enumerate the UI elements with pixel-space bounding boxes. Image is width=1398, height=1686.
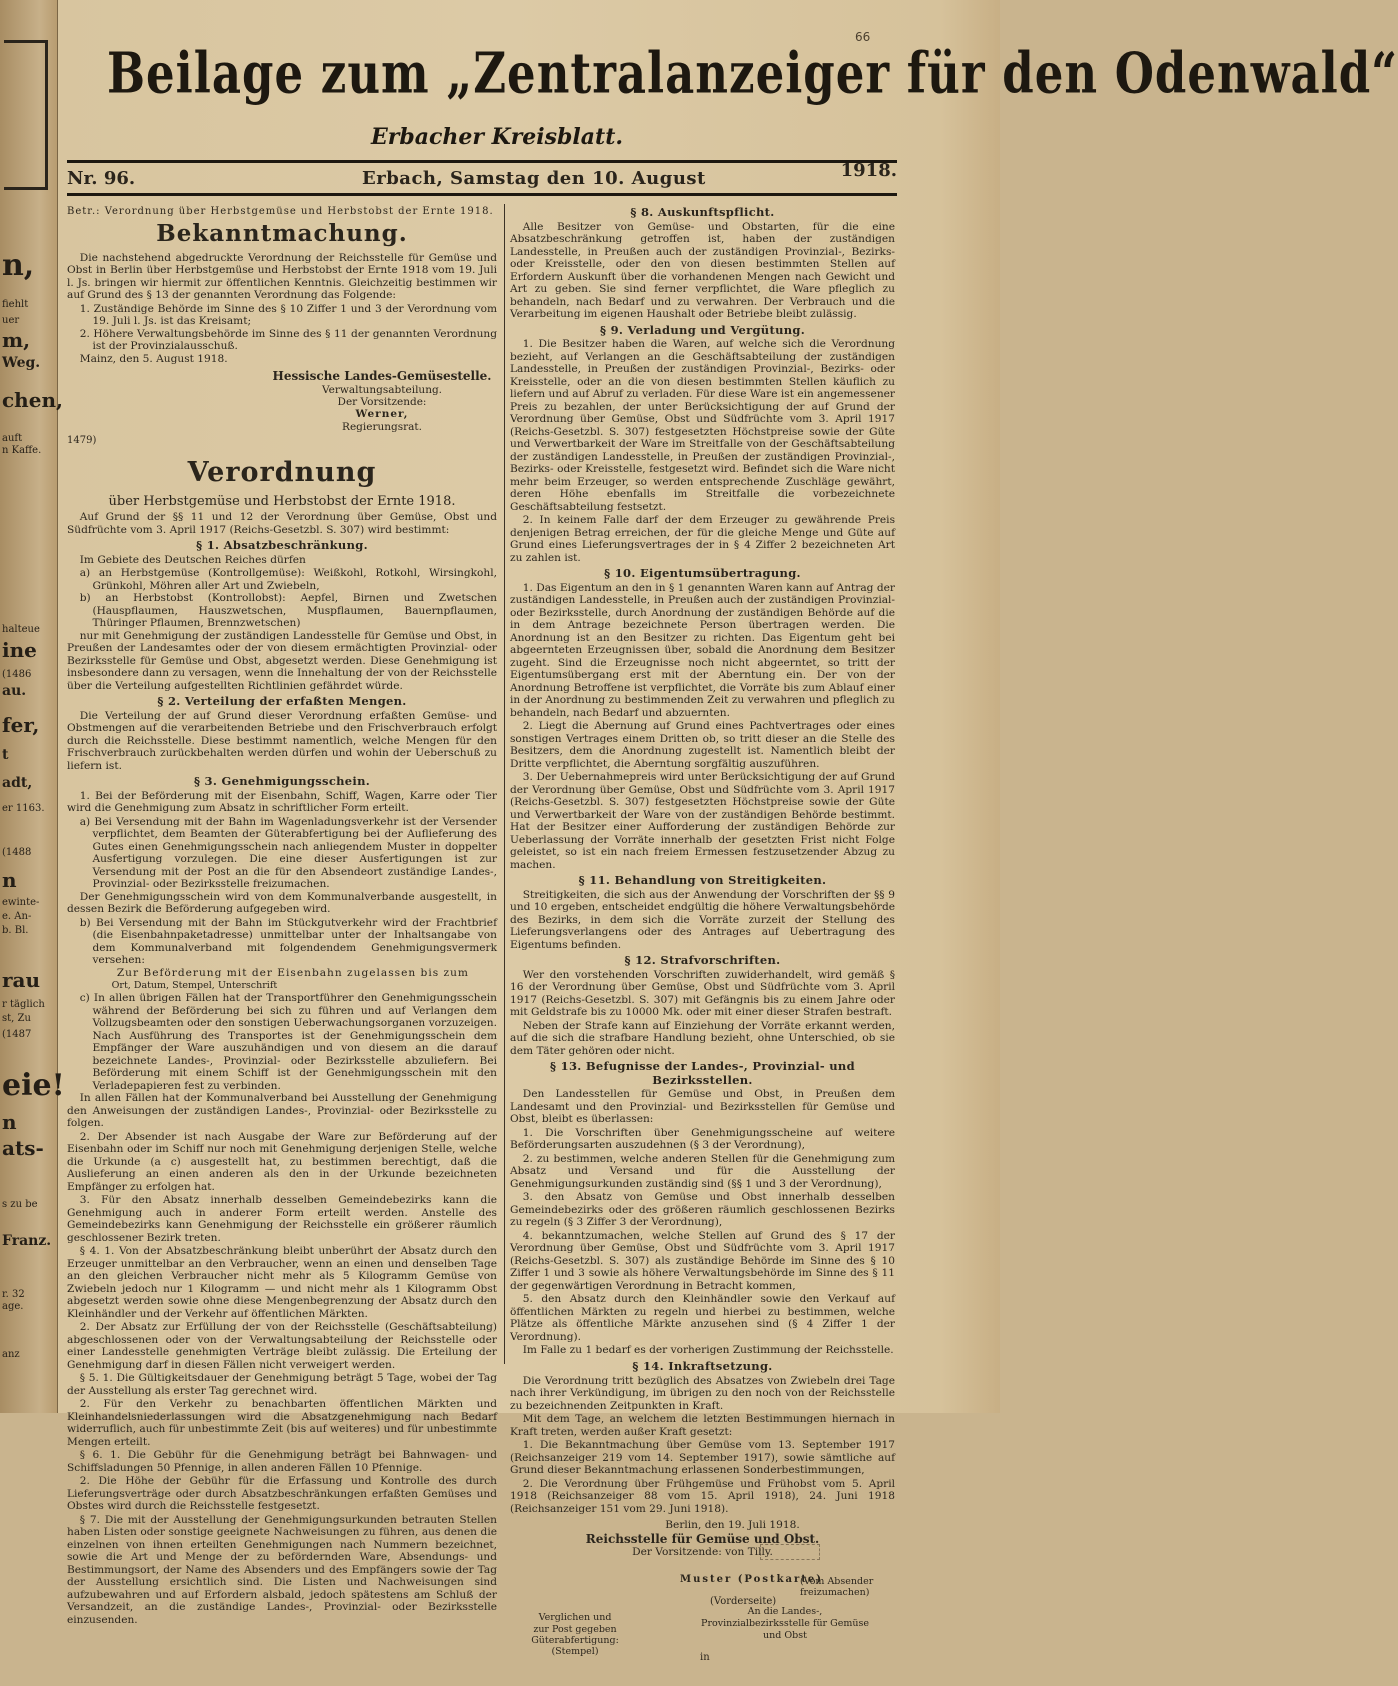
section-item: a) Bei Versendung mit der Bahn im Wagenladungsverkehr ist der Versender verpflichtet, dem Beamten der Güterabfertigung bei der Auflieferung des Gutes einen Genehmigungsschein nach anliegendem Muster in doppelter Ausfertigung vorzulegen. Die eine dieser Ausfertigungen ist zur Versendung mit der Post an die für den Absendeort zuständige Landes-, Provinzial- oder Bezirksstelle freizumachen. xyxy=(79,815,497,891)
section-item: b) Bei Versendung mit der Bahn im Stückgutverkehr wird der Frachtbrief (die Eisenbahnpaketadresse) unmittelbar unter der Inhaltsangabe von dem Kommunalverband mit folgendendem Genehmigungsvermerk versehen: xyxy=(79,916,497,967)
section-text: 2. Der Absatz zur Erfüllung der von der Reichsstelle (Geschäftsabteilung) abgeschlossenen oder von der Verwaltungsabteilung der Reichsstelle oder einer Landesstelle genehmigten Verträge bleibt zulässig. Die Erteilung der Genehmigung darf in diesen Fällen nicht verweigert werden. xyxy=(67,1321,497,1371)
masthead-rule-top xyxy=(67,160,897,163)
strip-fragment: (1487 xyxy=(2,1029,32,1040)
form-in-label: in xyxy=(700,1652,710,1664)
section-heading: § 9. Verladung und Vergütung. xyxy=(599,322,806,337)
strip-fragment: er 1163. xyxy=(2,803,45,814)
section-text: 2. Liegt die Abernung auf Grund eines Pachtvertrages oder eines sonstigen Vertrages einem Dritten ob, so tritt dieser an die Stelle des Besitzers, dem die Anordnung zugestellt ist. Namentlich bleibt der Dritte verpflichtet, die Aberntung sorgfältig auszuführen. xyxy=(510,720,895,770)
column-divider xyxy=(504,204,505,1364)
section-text: Neben der Strafe kann auf Einziehung der Vorräte erkannt werden, auf die sich die strafbare Handlung bezieht, ohne Unterschied, ob sie dem Täter gehören oder nicht. xyxy=(510,1019,895,1057)
strip-fragment: uer xyxy=(2,315,20,326)
strip-fragment: halteue xyxy=(2,624,40,635)
section-heading: § 10. Eigentumsübertragung. xyxy=(604,566,801,581)
page-number: 66 xyxy=(855,30,871,44)
section-text: Alle Besitzer von Gemüse- und Obstarten, für die eine Absatzbeschränkung getroffen ist, haben der zuständigen Landesstelle, in Preußen auch der zuständigen Provinzial-, Bezirks- oder Kreisstelle, oder den von diesen bestimmten Stellen auf Erfordern Auskunft über die vorhandenen Mengen nach Gewicht und Art zu geben. Sie sind ferner verpflichtet, die Ware pfleglich zu behandeln, nach Bedarf und zu verwahren. Der Verbrauch und die Verarbeitung im eigenen Haushalt oder Betriebe bleibt zulässig. xyxy=(510,220,895,321)
section-text: Der Genehmigungsschein wird von dem Kommunalverbande ausgestellt, in dessen Bezirk die Beförderung aufgegeben wird. xyxy=(67,890,497,916)
section-item: c) In allen übrigen Fällen hat der Transportführer den Genehmigungsschein während der Beförderung bei sich zu führen und auf Verlangen dem Vollzugsbeamten oder den sonstigen Ueberwachungsorganen vorzuzeigen. Nach Ausführung des Transportes ist der Genehmigungsschein dem Empfänger der Ware auszuhändigen und von diesem an die darauf bezeichnete Landes-, Provinzial- oder Bezirksstelle abzuliefern. Bei Beförderung mit einem Schiff ist der Genehmigungsschein mit den Verladepapieren fest zu verbinden. xyxy=(79,992,497,1092)
signature-title: Der Vorsitzende: xyxy=(337,395,427,408)
strip-fragment: adt, xyxy=(2,775,33,791)
form-front-label: (Vorderseite) xyxy=(710,1596,777,1608)
dateline xyxy=(67,160,897,190)
section-item: 2. Die Verordnung über Frühgemüse und Frühobst vom 5. April 1918 (Reichsanzeiger 88 vom 15. April 1918), 24. Juni 1918 (Reichsanzeiger 151 vom 29. Juni 1918). xyxy=(510,1477,895,1515)
section-heading: § 12. Strafvorschriften. xyxy=(624,953,781,968)
section-text: § 6. 1. Die Gebühr für die Genehmigung beträgt bei Bahnwagen- und Schiffsladungen 50 Pfennige, in allen anderen Fällen 10 Pfennige. xyxy=(67,1449,497,1474)
section-text: Streitigkeiten, die sich aus der Anwendung der Vorschriften der §§ 9 und 10 ergeben, entscheidet endgültig die höhere Verwaltungsbehörde des Bezirks, in dem sich die Vorräte zurzeit der Stellung des Lieferungsverlangens oder des Antrages auf Uebertragung des Eigentums befinden. xyxy=(510,888,895,951)
verordnung-subhead: über Herbstgemüse und Herbstobst der Ernte 1918. xyxy=(108,493,456,509)
signature-block-berlin xyxy=(510,1519,895,1558)
section-heading: § 2. Verteilung der erfaßten Mengen. xyxy=(157,694,407,709)
issue-number: Nr. 96. xyxy=(67,168,136,189)
section-text: Im Gebiete des Deutschen Reiches dürfen xyxy=(79,553,306,566)
section-text: nur mit Genehmigung der zuständigen Landesstelle für Gemüse und Obst, in Preußen der Landesamtes oder der von diesem ermächtigten Provinzial- oder Bezirksstelle für Gemüse und Obst, abgesetzt werden. Diese Genehmigung ist insbesondere dann zu versagen, wenn die Innehaltung der von der Reichsstelle über die Verteilung aufgestellten Richtlinien gefährdet würde. xyxy=(67,629,497,692)
section-heading: § 1. Absatzbeschränkung. xyxy=(196,538,368,553)
verordnung-intro: Auf Grund der §§ 11 und 12 der Verordnung über Gemüse, Obst und Südfrüchte vom 3. April 1917 (Reichs-Gesetzbl. S. 307) wird bestimmt: xyxy=(67,511,497,536)
announcement-body xyxy=(67,252,497,366)
section-item: 1. Die Bekanntmachung über Gemüse vom 13. September 1917 (Reichsanzeiger 219 vom 14. September 1917), sowie sämtliche auf Grund dieser Bekanntmachung erlassenen Sonderbestimmungen, xyxy=(510,1439,895,1476)
masthead-rule-bottom xyxy=(67,193,897,196)
strip-fragment: fiehlt xyxy=(2,299,29,310)
signature-department: Verwaltungsabteilung. xyxy=(321,383,443,396)
strip-fragment: t xyxy=(2,747,9,763)
strip-fragment: st, Zu xyxy=(2,1013,31,1024)
section-text: 2. Für den Verkehr zu benachbarten öffentlichen Märkten und Kleinhandelsniederlassungen wird die Absatzgenehmigung nach Bedarf widerruflich, auch für unbestimmte Zeit (bis auf weiteres) und für unbestimmte Mengen erteilt. xyxy=(67,1398,497,1448)
signature-organization: Hessische Landes-Gemüsestelle. xyxy=(272,369,492,384)
verordnung-body-continued xyxy=(510,206,895,1515)
stamp-mark xyxy=(760,1544,820,1560)
strip-fragment: ewinte- xyxy=(2,897,40,908)
strip-fragment: n xyxy=(2,1110,17,1134)
announcement-date: Mainz, den 5. August 1918. xyxy=(79,352,228,365)
left-column xyxy=(67,206,497,1627)
section-item: 4. bekanntzumachen, welche Stellen auf Grund des § 17 der Verordnung über Gemüse, Obst und Südfrüchte vom 3. April 1917 (Reichs-Gesetzbl. S. 307) als zuständige Behörde im Sinne des § 10 Ziffer 1 und 3 sowie als höhere Verwaltungsbehörde im Sinne des § 11 der gegenwärtigen Verordnung in Betracht kommen, xyxy=(510,1229,895,1292)
section-text: 2. Die Höhe der Gebühr für die Erfassung und Kontrolle des durch Lieferungsverträge oder durch Absatzbeschränkungen erfaßten Gemüses und Obstes wird durch die Reichsstelle festgesetzt. xyxy=(67,1475,497,1513)
section-heading: § 8. Auskunftspflicht. xyxy=(630,205,775,219)
section-heading: § 13. Befugnisse der Landes-, Provinzial- und Bezirksstellen. xyxy=(550,1059,855,1087)
reference-number: 1479) xyxy=(67,435,97,447)
section-text: Den Landesstellen für Gemüse und Obst, in Preußen dem Landesamt und den Provinzial- und Bezirksstellen für Gemüse und Obst, bleibt es überlassen: xyxy=(510,1088,895,1126)
section-text: 1. Bei der Beförderung mit der Eisenbahn, Schiff, Wagen, Karre oder Tier wird die Genehmigung zum Absatz in schriftlicher Form erteilt. xyxy=(67,789,497,815)
strip-fragment: chen, xyxy=(2,388,63,412)
signature-name: Werner, xyxy=(355,408,409,421)
section-text: 3. Der Uebernahmepreis wird unter Berücksichtigung der auf Grund der Verordnung über Gemüse, Obst und Südfrüchte vom 3. April 1917 (Reichs-Gesetzbl. S. 307) festgesetzten Höchstpreise sowie der Güte und Verwertbarkeit der Ware von der zuständigen Behörde bestimmt. Hat der Besitzer einer Aufforderung der zuständigen Behörde zur Ueberlassung der Vorräte innerhalb der gesetzten Frist nicht Folge geleistet, so ist ein nach freiem Ermessen festzusetzender Abzug zu machen. xyxy=(510,771,895,871)
newspaper-main xyxy=(62,0,1398,1664)
strip-fragment: ine xyxy=(2,638,37,662)
strip-fragment: e. An- xyxy=(2,911,32,922)
section-text: Im Falle zu 1 bedarf es der vorherigen Zustimmung der Reichsstelle. xyxy=(522,1344,894,1357)
section-text: § 7. Die mit der Ausstellung der Genehmigungsurkunden betrauten Stellen haben Listen oder sonstige geeignete Nachweisungen zu führen, aus denen die einzelnen von ihnen erteilten Genehmigungen nach Nummern bezeichnet, sowie die Art und Menge der zu befördernden Ware, Absendungs- und Bestimmungsort, der Name des Absenders und des Empfängers sowie der Tag der Ausstellung ersichtlich sind. Die Listen und Nachweisungen sind aufzubewahren und auf Erfordern alsbald, jedoch spätestens am Schluß der Versandzeit, an die zuständige Landes-, Provinzial- oder Bezirksstelle einzusenden. xyxy=(67,1513,497,1626)
form-address: An die Landes-, Provinzialbezirksstelle für Gemüse und Obst xyxy=(701,1606,869,1641)
strip-fragment: n xyxy=(2,868,17,892)
signature-name: Der Vorsitzende: von Tilly. xyxy=(632,1545,773,1558)
signature-place-date: Berlin, den 19. Juli 1918. xyxy=(665,1519,800,1531)
strip-fragment: r täglich xyxy=(2,999,45,1010)
headline-verordnung: Verordnung xyxy=(187,456,377,488)
strip-fragment: b. Bl. xyxy=(2,925,29,936)
announcement-item: 1. Zuständige Behörde im Sinne des § 10 Ziffer 1 und 3 der Verordnung vom 19. Juli l. Js. ist das Kreisamt; xyxy=(79,302,497,328)
strip-fragment: n Kaffe. xyxy=(2,445,42,456)
section-item: b) an Herbstobst (Kontrollobst): Aepfel, Birnen und Zwetschen (Hauspflaumen, Hauszwetschen, Muspflaumen, Bauernpflaumen, Thüringer Pflaumen, Brennzwetschen) xyxy=(79,592,497,630)
issue-year: 1918. xyxy=(840,160,897,181)
section-heading: § 14. Inkraftsetzung. xyxy=(632,1358,773,1373)
strip-fragment: (1488 xyxy=(2,847,32,858)
section-text: Mit dem Tage, an welchem die letzten Bestimmungen hiernach in Kraft treten, werden außer Kraft gesetzt: xyxy=(510,1413,895,1438)
form-post-box: Verglichen und zur Post gegeben Güterabfertigung: (Stempel) xyxy=(531,1612,619,1658)
strip-fragment: r. 32 xyxy=(2,1289,25,1300)
section-text: In allen Fällen hat der Kommunalverband bei Ausstellung der Genehmigung den Anweisungen der zuständigen Landes-, Provinzial- oder Bezirksstelle zu folgen. xyxy=(67,1092,497,1130)
section-text: 2. Der Absender ist nach Ausgabe der Ware zur Beförderung auf der Eisenbahn oder im Schiff nur noch mit Genehmigung derjenigen Stelle, welche die Urkunde (a c) ausgestellt hat, zu bestimmen berechtigt, daß die Auslieferung an einen anderen als den in der Urkunde bezeichneten Empfänger zu erfolgen hat. xyxy=(67,1130,497,1193)
subject-line: Betr.: Verordnung über Herbstgemüse und Herbstobst der Ernte 1918. xyxy=(67,206,494,217)
strip-fragment: eie! xyxy=(2,1068,65,1103)
section-text: § 4. 1. Von der Absatzbeschränkung bleibt unberührt der Absatz durch den Erzeuger unmittelbar an den Verbraucher, wenn an einen und denselben Tage an den gleichen Verbraucher nicht mehr als 5 Kilogramm Gemüse von Zwiebeln jedoch nur 1 Kilogramm — und nicht mehr als 1 Kilogramm Obst abgesetzt werden sowie ohne diese Mengenbegrenzung der Absatz durch den Kleinhändler und der Verkehr auf öffentlichen Märkten. xyxy=(67,1245,497,1320)
form-muster-title: Muster (Postkarte) xyxy=(680,1574,823,1586)
postcard-form-sample xyxy=(510,1566,895,1686)
strip-fragment: Franz. xyxy=(2,1233,52,1249)
section-item: 2. zu bestimmen, welche anderen Stellen für die Genehmigung zum Absatz und Versand und für die Ausstellung der Genehmigungsurkunden zuständig sind (§§ 1 und 3 der Verordnung), xyxy=(510,1152,895,1190)
strip-fragment: (1486 xyxy=(2,669,32,680)
section-text: § 5. 1. Die Gültigkeitsdauer der Genehmigung beträgt 5 Tage, wobei der Tag der Ausstellung als erster Tag gerechnet wird. xyxy=(67,1372,497,1397)
strip-fragment: Weg. xyxy=(2,355,41,371)
masthead-subtitle: Erbacher Kreisblatt. xyxy=(370,124,624,150)
strip-fragment: n, xyxy=(2,248,35,283)
place-date: Erbach, Samstag den 10. August xyxy=(362,168,706,189)
strip-fragment: ats- xyxy=(2,1136,44,1160)
signature-block-mainz xyxy=(267,369,497,433)
headline-bekanntmachung: Bekanntmachung. xyxy=(156,219,408,247)
section-heading: § 11. Behandlung von Streitigkeiten. xyxy=(578,873,827,888)
section-text: Wer den vorstehenden Vorschriften zuwiderhandelt, wird gemäß § 16 der Verordnung über Gemüse, Obst und Südfrüchte vom 3. April 1917 (Reichs-Gesetzbl. S. 307) mit Gefängnis bis zu einem Jahre oder mit Geldstrafe bis zu 10000 Mk. oder mit einer dieser Strafen bestraft. xyxy=(510,968,895,1019)
section-item: a) an Herbstgemüse (Kontrollgemüse): Weißkohl, Rotkohl, Wirsingkohl, Grünkohl, Möhren aller Art und Zwiebeln, xyxy=(79,567,497,592)
section-text: Die Verordnung tritt bezüglich des Absatzes von Zwiebeln drei Tage nach ihrer Verkündigung, im übrigen zu den noch von der Reichsstelle zu bezeichnenden Zeitpunkten in Kraft. xyxy=(510,1374,895,1412)
strip-fragment: auft xyxy=(2,433,23,444)
adjacent-page-frame xyxy=(4,40,48,190)
section-text: Die Verteilung der auf Grund dieser Verordnung erfaßten Gemüse- und Obstmengen auf die verarbeitenden Betriebe und den Frischverbrauch erfolgt durch die Reichsstelle. Diese bestimmt namentlich, welche Mengen für den Frischverbrauch zurückbehalten werden dürfen und wohin der Ueberschuß zu liefern ist. xyxy=(67,709,497,772)
section-text: 3. Für den Absatz innerhalb desselben Gemeindebezirks kann die Genehmigung auch in anderer Form erteilt werden. Anstelle des Gemeindebezirks kann Genehmigung der Reichsstelle ein größerer räumlich geschlossener Bezirk treten. xyxy=(67,1194,497,1244)
section-text: 1. Die Besitzer haben die Waren, auf welche sich die Verordnung bezieht, auf Verlangen an die Geschäftsabteilung der zuständigen Landesstelle, in Preußen der zuständigen Provinzial-, Bezirks- oder Kreisstelle, oder an die von diesen bestimmten Stellen käuflich zu liefern und auf Abruf zu verladen. Für diese Ware ist ein angemessener Preis zu bezahlen, der unter Berücksichtigung der auf Grund der Verordnung über Gemüse, Obst und Südfrüchte vom 3. April 1917 (Reichs-Gesetzbl. S. 307) festgesetzten Höchstpreise sowie der Güte und Verwertbarkeit der Ware im Streitfalle von der Geschäftsabteilung der zuständigen Landesstelle, in Preußen der zuständigen Provinzial-, Bezirks- oder Kreisstelle, festgesetzt wird. Befindet sich die Ware nicht mehr beim Erzeuger, so werden entsprechende Zuschläge gewährt, deren Höhe ebenfalls im Streitfalle die vorbezeichnete Geschäftsabteilung festsetzt. xyxy=(510,338,895,513)
announcement-text: Die nachstehend abgedruckte Verordnung der Reichsstelle für Gemüse und Obst in Berlin über Herbstgemüse und Herbstobst der Ernte 1918 vom 19. Juli l. Js. bringen wir hiermit zur öffentlichen Kenntnis. Gleichzeitig bestimmen wir auf Grund des § 13 der genannten Verordnung das Folgende: xyxy=(67,251,497,302)
signature-organization: Reichsstelle für Gemüse und Obst. xyxy=(585,1531,820,1546)
strip-fragment: age. xyxy=(2,1301,24,1312)
strip-fragment: anz xyxy=(2,1349,20,1360)
form-postage-note: (Vom Absender freizumachen) xyxy=(800,1576,874,1599)
strip-fragment: fer, xyxy=(2,713,40,737)
verordnung-body xyxy=(67,511,497,1626)
section-item: 1. Die Vorschriften über Genehmigungsscheine auf weitere Beförderungsarten auszudehnen (§ 3 der Verordnung), xyxy=(510,1126,895,1152)
strip-fragment: rau xyxy=(2,968,41,992)
adjacent-page-strip xyxy=(0,0,65,1413)
masthead-title: Beilage zum „Zentralanzeiger für den Odenwald“ xyxy=(107,40,1398,107)
section-item: 5. den Absatz durch den Kleinhändler sowie den Verkauf auf öffentlichen Märkten zu regeln und hierbei zu bestimmen, welche Plätze als öffentliche Märkte anzusehen sind (§ 4 Ziffer 1 der Verordnung). xyxy=(510,1293,895,1343)
strip-fragment: s zu be xyxy=(2,1199,38,1210)
right-column xyxy=(510,206,895,1686)
section-text: 1. Das Eigentum an den in § 1 genannten Waren kann auf Antrag der zuständigen Landesstelle, in Preußen auch der zuständigen Provinzial- oder Bezirksstelle, durch Anordnung der zuständigen Behörde auf die in dem Antrage bezeichnete Person übertragen werden. Die Anordnung ist an den Besitzer zu richten. Das Eigentum geht bei abgeernteten Erzeugnissen über, sobald die Anordnung dem Besitzer zugeht. Sind die Erzeugnisse noch nicht abgeerntet, so tritt der Eigentumsübergang erst mit der Aberntung ein. Der von der Anordnung Betroffene ist verpflichtet, die Vorräte bis zum Ablauf einer in der Anordnung zu bestimmenden Zeit zu verwahren und pfleglich zu behandeln, nach Bedarf und abzuernten. xyxy=(510,581,895,719)
section-heading: § 3. Genehmigungsschein. xyxy=(193,774,371,789)
signature-rank: Regierungsrat. xyxy=(342,420,422,433)
section-text: 2. In keinem Falle darf der dem Erzeuger zu gewährende Preis denjenigen Betrag erreichen, der für die gleiche Menge und Güte auf Grund eines Lieferungsvertrages der in § 4 Ziffer 2 bezeichneten Art zu zahlen ist. xyxy=(510,514,895,564)
section-text: Ort, Datum, Stempel, Unterschrift xyxy=(111,980,278,992)
strip-fragment: au. xyxy=(2,683,27,699)
section-text: Zur Beförderung mit der Eisenbahn zugelassen bis zum xyxy=(116,966,469,979)
strip-fragment: m, xyxy=(2,328,31,352)
announcement-item: 2. Höhere Verwaltungsbehörde im Sinne des § 11 der genannten Verordnung ist der Provinzialausschuß. xyxy=(79,327,497,353)
section-item: 3. den Absatz von Gemüse und Obst innerhalb desselben Gemeindebezirks oder des größeren räumlich geschlossenen Bezirks zu regeln (§ 3 Ziffer 3 der Verordnung), xyxy=(510,1191,895,1229)
